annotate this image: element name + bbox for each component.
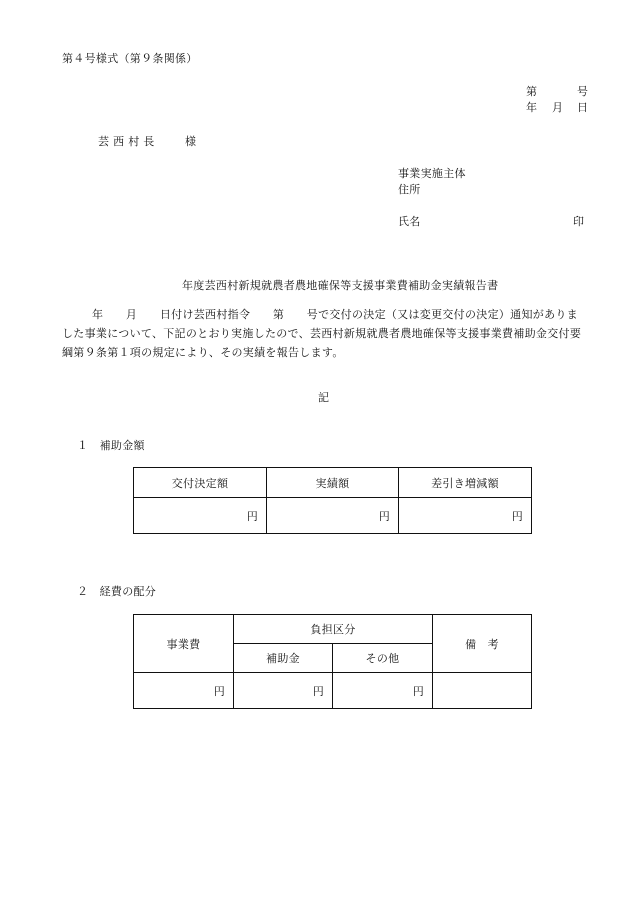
document-number-prefix: 第 xyxy=(526,85,538,98)
addressee-honorific: 様 xyxy=(185,135,197,148)
seal-mark: 印 xyxy=(573,215,585,228)
hojokin-value: 円 xyxy=(234,673,333,709)
jisseki-value: 円 xyxy=(267,498,399,534)
header-jisseki: 実績額 xyxy=(267,468,399,498)
body-number-prefix: 第 xyxy=(272,308,285,321)
document-number-suffix: 号 xyxy=(577,85,589,98)
applicant-entity-label: 事業実施主体 xyxy=(398,167,466,180)
expense-allocation-table xyxy=(133,614,532,709)
date-month: 月 xyxy=(552,101,564,114)
body-year: 年 xyxy=(92,308,104,321)
body-day-reference: 日付け芸西村指令 xyxy=(159,308,251,321)
addressee-name: 芸 西 村 長 xyxy=(98,135,155,148)
header-futan-kubun: 負担区分 xyxy=(234,615,433,644)
header-hojokin: 補助金 xyxy=(234,644,333,673)
applicant-address-label: 住所 xyxy=(398,183,421,196)
body-text: 号で交付の決定（又は変更交付の決定）通知がありました事業について、下記のとおり実施したので、芸西村新規就農者農地確保等支援事業費補助金交付要綱第９条第１項の規定により、その実績を報告します。 xyxy=(62,308,582,359)
header-sashihiki: 差引き増減額 xyxy=(399,468,532,498)
report-title: 年度芸西村新規就農者農地確保等支援事業費補助金実績報告書 xyxy=(182,279,499,292)
date-day: 日 xyxy=(577,101,589,114)
body-paragraph xyxy=(62,305,588,362)
header-kofu-kettei: 交付決定額 xyxy=(134,468,267,498)
header-jigyouhi: 事業費 xyxy=(134,615,234,673)
kofu-kettei-value: 円 xyxy=(134,498,267,534)
sashihiki-value: 円 xyxy=(399,498,532,534)
form-number: 第４号様式（第９条関係） xyxy=(62,52,198,65)
sonota-value: 円 xyxy=(333,673,433,709)
section1-heading: １ 補助金額 xyxy=(77,439,145,452)
biko-value xyxy=(433,673,532,709)
subsidy-amount-table xyxy=(133,467,532,534)
header-biko: 備 考 xyxy=(433,615,532,673)
date-year: 年 xyxy=(526,101,538,114)
body-month: 月 xyxy=(125,308,138,321)
applicant-name-label: 氏名 xyxy=(398,215,421,228)
header-sonota: その他 xyxy=(333,644,433,673)
section2-heading: ２ 経費の配分 xyxy=(77,585,157,598)
ki-heading: 記 xyxy=(318,391,330,404)
jigyouhi-value: 円 xyxy=(134,673,234,709)
